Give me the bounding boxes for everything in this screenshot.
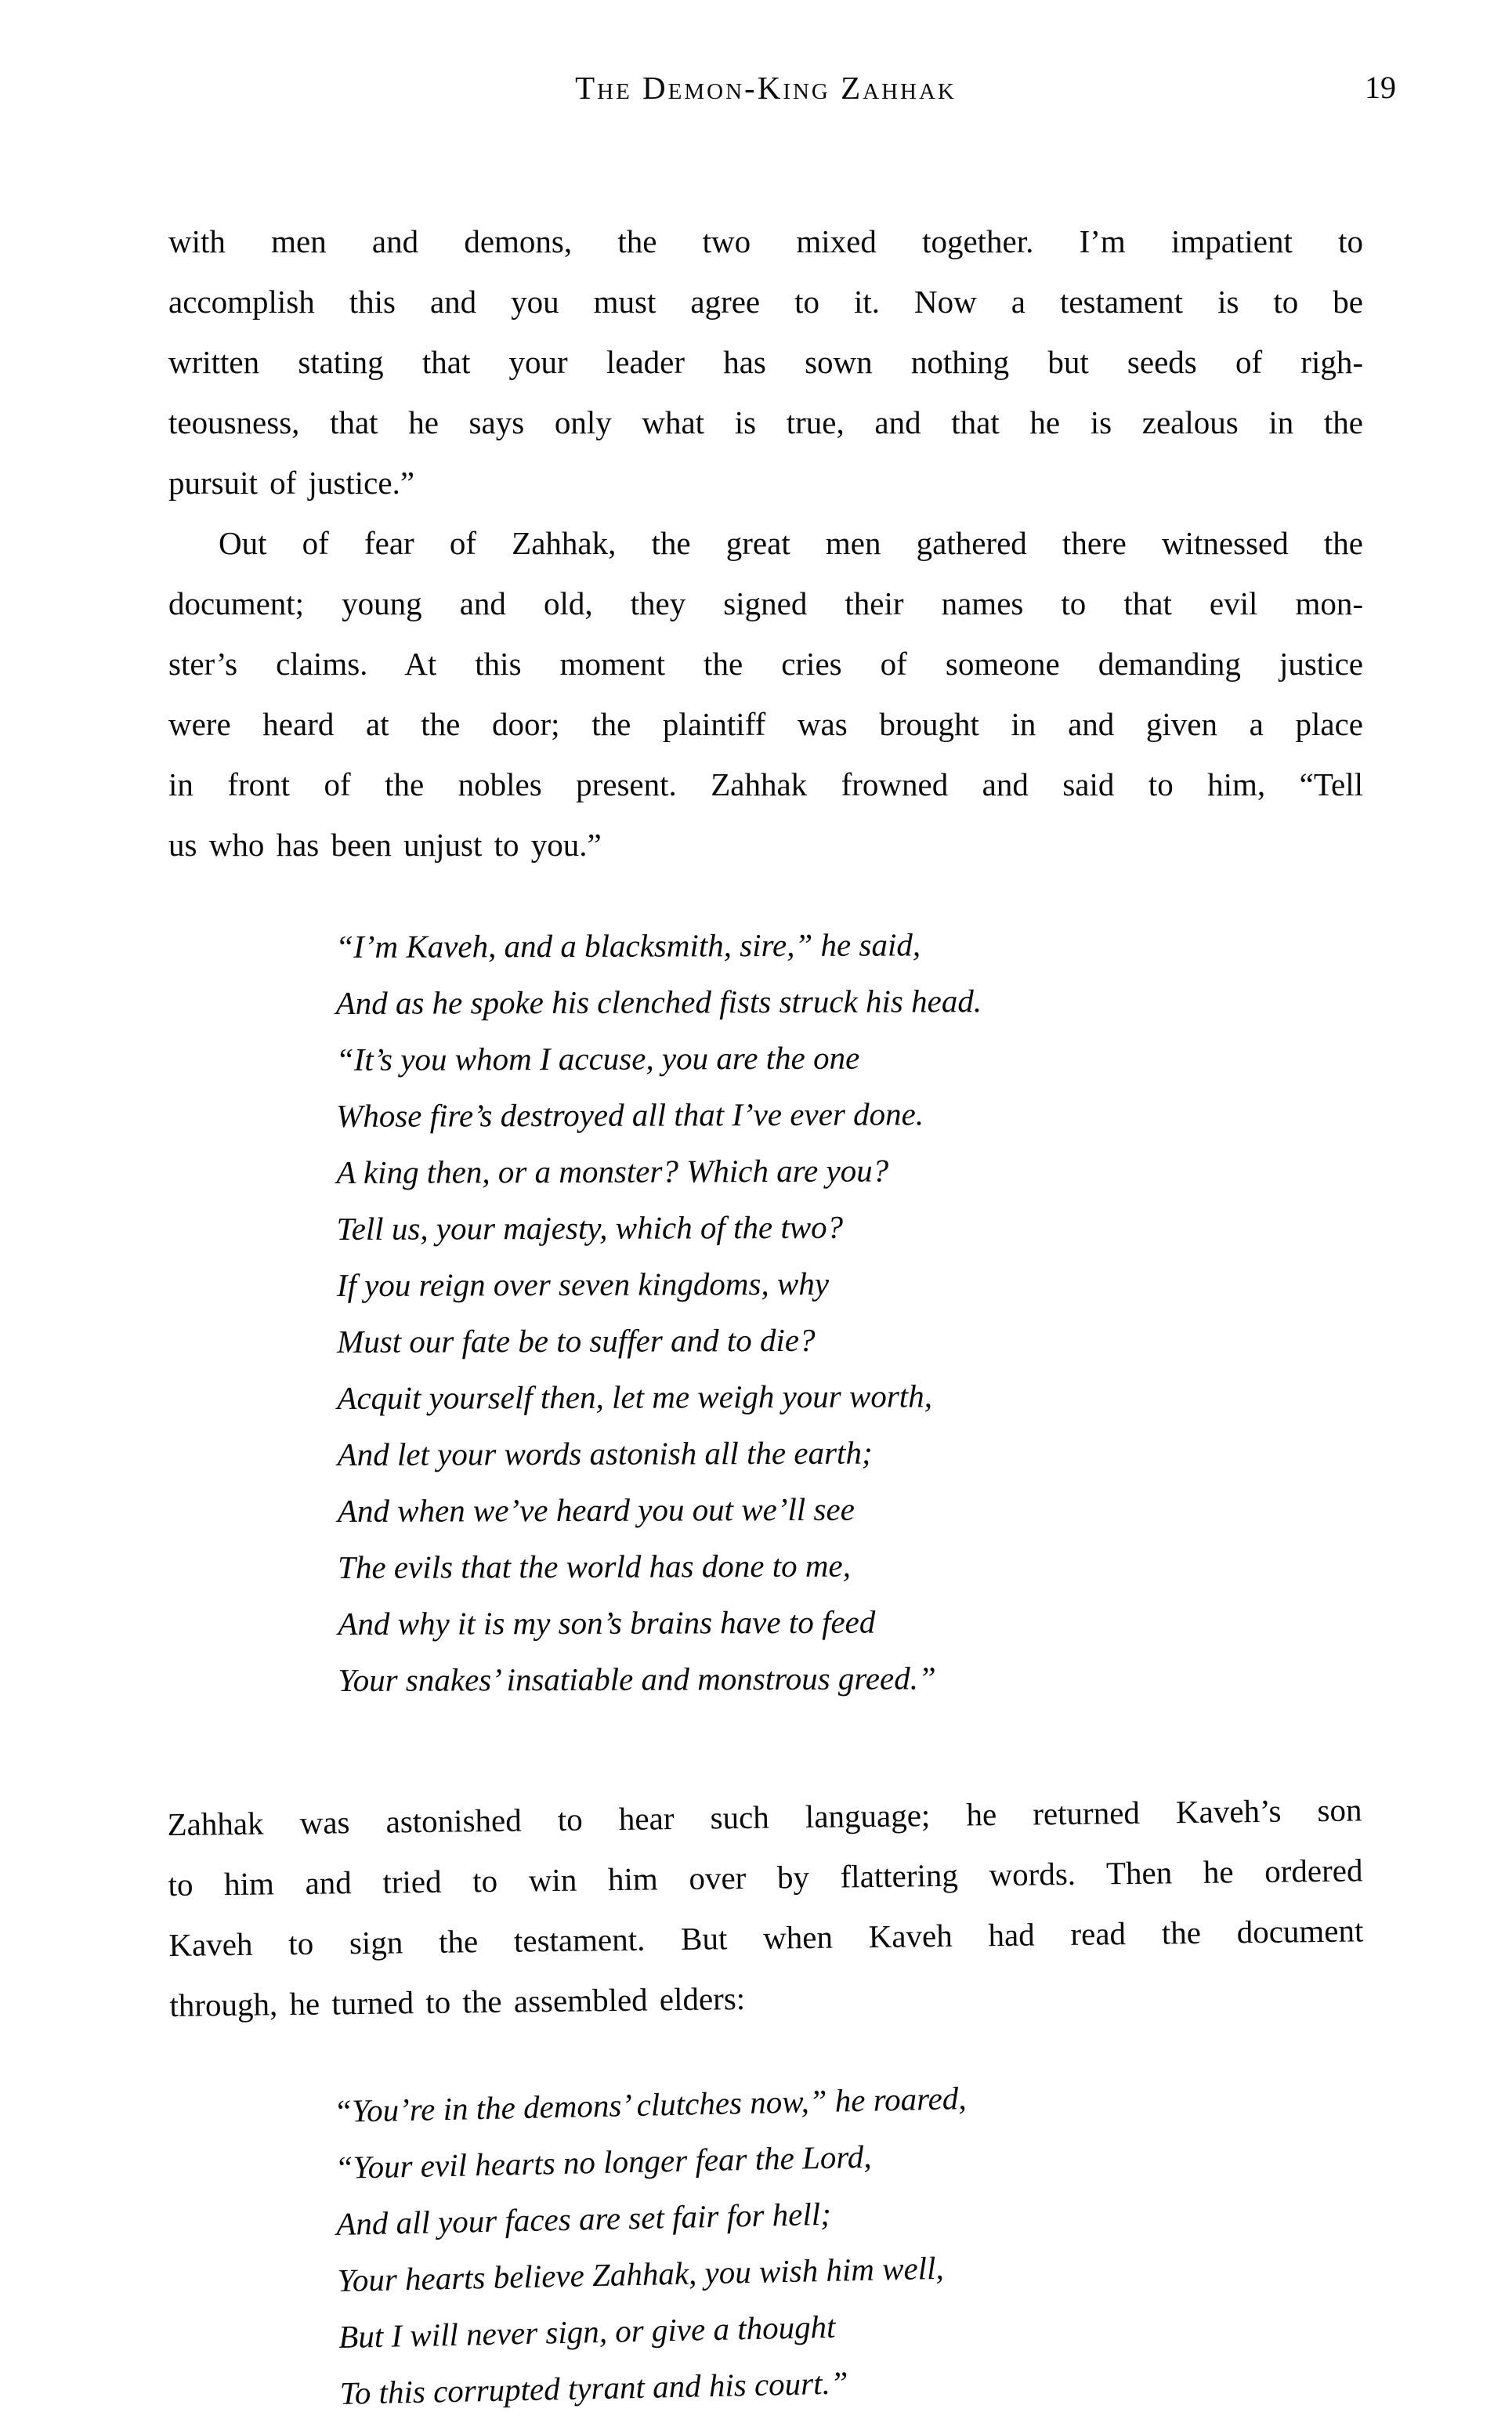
prose-line: with men and demons, the two mixed together. I’m impatient to [168,223,1363,259]
prose-line: ster’s claims. At this moment the cries of someone demanding justice [168,646,1363,682]
verse-line: To this corrupted tyrant and his court.” [339,2364,848,2411]
verse-line: “You’re in the demons’ clutches now,” he roared, [333,2080,967,2130]
prose-line: were heard at the door; the plaintiff was brought in and given a place [168,706,1363,742]
verse-line: And let your words astonish all the earth; [337,1434,873,1472]
prose-line: document; young and old, they signed their names to that evil mon- [168,585,1363,621]
verse-line: And when we’ve heard you out we’ll see [337,1490,855,1529]
running-title: The Demon-King Zahhak [575,70,957,106]
verse-line: “It’s you whom I accuse, you are the one [335,1039,860,1078]
verse-line: But I will never sign, or give a thought [338,2308,836,2355]
page-number: 19 [1365,70,1396,105]
verse-line: The evils that the world has done to me, [338,1547,852,1585]
prose-line: to him and tried to win him over by flattering words. Then he ordered [168,1852,1363,1903]
prose-block [168,212,1363,513]
verse-line: A king then, or a monster? Which are you? [336,1152,889,1191]
prose-block [167,1780,1365,2036]
verse-line: Must our fate be to suffer and to die? [337,1321,816,1360]
prose-line: teousness, that he says only what is true, and that he is zealous in the [168,404,1363,440]
verse-line: And as he spoke his clenched fists struck his head. [335,983,982,1022]
verse-line: And all your faces are set fair for hell; [335,2195,832,2243]
prose-line: Zahhak was astonished to hear such language; he returned Kaveh’s son [167,1791,1362,1843]
text-blocks [168,212,1363,2421]
verse-line: Acquit yourself then, let me weigh your worth, [337,1378,932,1416]
verse-line: Your hearts believe Zahhak, you wish him well, [337,2249,945,2298]
prose-line: Kaveh to sign the testament. But when Kaveh had read the document [168,1912,1364,1963]
verse-line: And why it is my son’s brains have to feed [338,1603,876,1642]
verse-block [333,2062,1366,2421]
prose-line: through, he turned to the assembled elders: [169,1980,746,2023]
verse-line: Tell us, your majesty, which of the two? [336,1208,844,1248]
prose-line: us who has been unjust to you.” [168,827,602,863]
page-header [168,69,1396,108]
prose-line: pursuit of justice.” [168,465,415,501]
prose-line: accomplish this and you must agree to it. Now a testament is to be [168,284,1363,320]
verse-line: If you reign over seven kingdoms, why [336,1265,830,1304]
verse-block [335,915,1365,1708]
prose-block [168,513,1363,875]
prose-line: written stating that your leader has sown nothing but seeds of righ- [168,344,1363,380]
prose-line: Out of fear of Zahhak, the great men gathered there witnessed the [219,525,1363,561]
verse-line: “I’m Kaveh, and a blacksmith, sire,” he said, [335,926,921,965]
verse-line: “Your evil hearts no longer fear the Lord, [335,2138,872,2186]
prose-line: in front of the nobles present. Zahhak frowned and said to him, “Tell [168,766,1363,802]
verse-line: Whose fire’s destroyed all that I’ve ever done. [336,1096,924,1135]
verse-line: Your snakes’ insatiable and monstrous greed.” [338,1660,936,1698]
